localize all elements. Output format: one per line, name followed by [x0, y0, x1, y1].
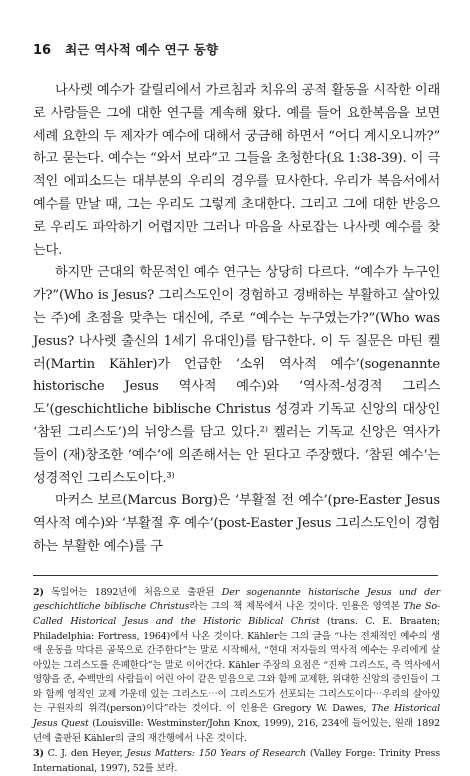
- book-title: Jesus Matters: 150 Years of Research: [126, 748, 307, 760]
- footnote-2: [33, 586, 440, 747]
- footnote-text: (Valley Forge: Trinity Press International, 1997), 52를 보라.: [33, 748, 440, 774]
- paragraph-2: 하지만 근대의 학문적인 예수 연구는 상당히 다르다. “예수가 누구인가?”(Who is Jesus? 그리스도인이 경험하고 경배하는 부활하고 살아있는 주)에 초점을 맞추는 대신에, 주로 “예수는 누구였는가?”(Who was Jesus? 나사렛 출신의 1세기 유대인)를 탐구한다. 이 두 질문은 마틴 켈러(Martin Kähler)가 언급한 ‘소위 역사적 예수’(sogenannte historische Jesus 역사적 예수)와 ‘역사적-성경적 그리스도’(geschichtliche biblische Christus 성경과 기독교 신앙의 대상인 ‘참된 그리스도’)의 뉘앙스를 담고 있다.²⁾ 켈러는 기독교 신앙은 역사가들이 (재)창조한 ‘예수’에 의존해서는 안 된다고 주장했다. ‘참된 예수’는 성경적인 그리스도이다.³⁾: [33, 265, 440, 486]
- running-head-title: 최근 역사적 예수 연구 동향: [65, 42, 219, 57]
- footnote-text: 라는 그의 책 제목에서 나온 것이다. 인용은 영역본: [189, 601, 404, 613]
- footnote-3: [33, 747, 440, 776]
- book-title: Der sogenannte historische Jesus und der geschichtliche biblische Christus: [33, 586, 440, 613]
- paragraph-1: 나사렛 예수가 갈릴리에서 가르침과 치유의 공적 활동을 시작한 이래로 사람들은 그에 대한 연구를 계속해 왔다. 예를 들어 요한복음을 보면 세례 요한의 두 제자가 예수에 대해서 궁금해 하면서 “어디 계시오니까?” 하고 묻는다. 예수는 “와서 보라”고 그들을 초청한다(요 1:38-39). 이 극적인 에피소드는 대부분의 우리의 경우를 묘사한다. 우리가 복음서에서 예수를 만날 때, 그는 우리도 그렇게 초대한다. 그리고 그에 대한 반응으로 우리도 파악하기 어렵지만 그러나 마음을 사로잡는 나사렛 예수를 찾는다.: [33, 83, 440, 258]
- page-number: 16: [33, 43, 52, 58]
- footnote-number: 3): [33, 748, 44, 760]
- footnotes: [33, 586, 440, 776]
- paragraph-3: 마커스 보르(Marcus Borg)은 ‘부활절 전 예수’(pre-Easter Jesus 역사적 예수)와 ‘부활절 후 예수’(post-Easter Jesus 그리스도인이 경험하는 부활한 예수)를 구: [33, 493, 440, 554]
- footnote-text: C. J. den Heyer,: [47, 748, 127, 760]
- footnote-number: 2): [33, 586, 44, 598]
- running-head: [33, 40, 440, 58]
- book-title: The So-Called Historical Jesus and the Historic Biblical Christ: [33, 601, 440, 627]
- footnote-divider: [33, 575, 438, 576]
- body-text: [33, 80, 440, 559]
- footnote-text: (Louisville: Westminster/John Knox, 1999), 216, 234에 들어있는, 원래 1892년에 출판된 Kähler의 글의 재간행에서 나온 것이다.: [33, 718, 440, 744]
- footnote-text: (trans. C. E. Braaten; Philadelphia: Fortress, 1964)에서 나온 것이다. Kähler는 그의 글을 “나는 전체적인 예수의 생애 운동을 막다른 골목으로 간주한다”는 말로 시작해서, “현대 저자들의 역사적 예수는 우리에게 살아있는 그리스도를 은폐한다”는 말로 이어간다. Kähler 주장의 요점은 “진짜 그리스도, 즉 역사에서 영향을 준, 수백만의 사람들이 어린 아이 같은 믿음으로 그와 함께 교제한, 위대한 신앙의 증인들이 그와 함께 영적인 교제 가운데 있는 그리스도⋯이 그리스도가 선포되는 그리스도이다⋯우리의 살아있는 구원자의 위격(person)이다”라는 것이다. 이 인용은 Gregory W. Dawes,: [33, 615, 440, 715]
- book-title: The Historical Jesus Quest: [33, 703, 440, 730]
- footnote-text: 독일어는 1892년에 처음으로 출판된: [51, 586, 222, 598]
